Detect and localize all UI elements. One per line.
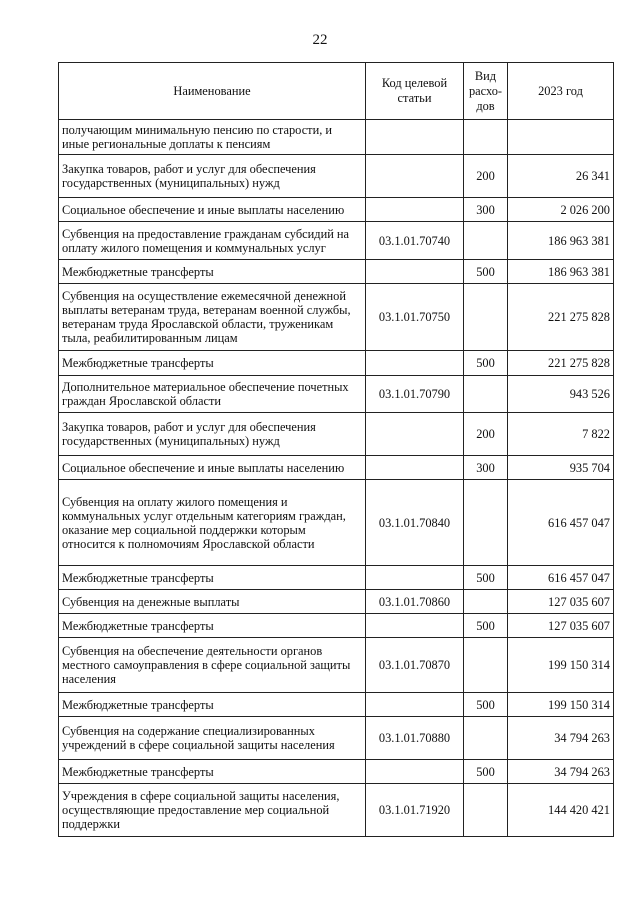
table-row — [59, 222, 614, 260]
row-code: 03.1.01.70790 — [366, 376, 464, 413]
row-name: Закупка товаров, работ и услуг для обеспечения государственных (муниципальных) нужд — [59, 413, 366, 456]
row-expense-type — [464, 376, 508, 413]
row-expense-type: 200 — [464, 413, 508, 456]
row-expense-type: 500 — [464, 614, 508, 638]
row-name: Межбюджетные трансферты — [59, 260, 366, 284]
row-name: Закупка товаров, работ и услуг для обеспечения государственных (муниципальных) нужд — [59, 155, 366, 198]
row-code — [366, 760, 464, 784]
row-amount: 127 035 607 — [508, 614, 614, 638]
table-row — [59, 456, 614, 480]
row-amount — [508, 120, 614, 155]
row-name: Субвенция на содержание специализированных учреждений в сфере социальной защиты населения — [59, 717, 366, 760]
table-row — [59, 284, 614, 351]
row-code: 03.1.01.70740 — [366, 222, 464, 260]
row-expense-type — [464, 638, 508, 693]
table-row — [59, 760, 614, 784]
row-code — [366, 456, 464, 480]
row-name: Субвенция на предоставление гражданам субсидий на оплату жилого помещения и коммунальных услуг — [59, 222, 366, 260]
row-code: 03.1.01.71920 — [366, 784, 464, 837]
row-expense-type: 500 — [464, 566, 508, 590]
table-row — [59, 717, 614, 760]
row-amount: 616 457 047 — [508, 480, 614, 566]
row-name: Субвенция на оплату жилого помещения и коммунальных услуг отдельным категориям граждан, оказание мер социальной поддержки которым относится к полномочиям Ярославской области — [59, 480, 366, 566]
row-code: 03.1.01.70860 — [366, 590, 464, 614]
row-expense-type: 500 — [464, 760, 508, 784]
row-expense-type — [464, 120, 508, 155]
row-expense-type — [464, 480, 508, 566]
row-name: Межбюджетные трансферты — [59, 760, 366, 784]
row-expense-type: 300 — [464, 198, 508, 222]
row-name: получающим минимальную пенсию по старости, и иные региональные доплаты к пенсиям — [59, 120, 366, 155]
row-amount: 144 420 421 — [508, 784, 614, 837]
row-amount: 7 822 — [508, 413, 614, 456]
row-code — [366, 198, 464, 222]
row-amount: 199 150 314 — [508, 638, 614, 693]
table-row — [59, 120, 614, 155]
table-row — [59, 351, 614, 376]
row-expense-type: 500 — [464, 260, 508, 284]
row-code — [366, 120, 464, 155]
row-code — [366, 260, 464, 284]
budget-table — [58, 62, 614, 837]
row-expense-type: 500 — [464, 351, 508, 376]
row-expense-type — [464, 784, 508, 837]
row-expense-type: 500 — [464, 693, 508, 717]
row-code — [366, 614, 464, 638]
table-row — [59, 590, 614, 614]
header-amount: 2023 год — [508, 63, 614, 120]
row-name: Дополнительное материальное обеспечение почетных граждан Ярославской области — [59, 376, 366, 413]
row-name: Субвенция на денежные выплаты — [59, 590, 366, 614]
row-name: Межбюджетные трансферты — [59, 566, 366, 590]
table-row — [59, 260, 614, 284]
row-amount: 186 963 381 — [508, 222, 614, 260]
table-row — [59, 155, 614, 198]
row-code: 03.1.01.70840 — [366, 480, 464, 566]
header-code: Код целевой статьи — [366, 63, 464, 120]
row-name: Субвенция на обеспечение деятельности органов местного самоуправления в сфере социальной защиты населения — [59, 638, 366, 693]
row-code: 03.1.01.70750 — [366, 284, 464, 351]
row-name: Межбюджетные трансферты — [59, 614, 366, 638]
row-code — [366, 693, 464, 717]
row-name: Социальное обеспечение и иные выплаты населению — [59, 198, 366, 222]
table-row — [59, 566, 614, 590]
table-row — [59, 638, 614, 693]
table-row — [59, 198, 614, 222]
row-expense-type — [464, 717, 508, 760]
table-row — [59, 693, 614, 717]
row-name: Учреждения в сфере социальной защиты населения, осуществляющие предоставление мер социальной поддержки — [59, 784, 366, 837]
row-amount: 2 026 200 — [508, 198, 614, 222]
row-expense-type: 300 — [464, 456, 508, 480]
row-amount: 221 275 828 — [508, 284, 614, 351]
row-code — [366, 155, 464, 198]
row-code: 03.1.01.70870 — [366, 638, 464, 693]
row-name: Социальное обеспечение и иные выплаты населению — [59, 456, 366, 480]
row-code — [366, 566, 464, 590]
table-row — [59, 376, 614, 413]
row-amount: 186 963 381 — [508, 260, 614, 284]
row-code — [366, 413, 464, 456]
table-row — [59, 413, 614, 456]
row-expense-type: 200 — [464, 155, 508, 198]
row-name: Субвенция на осуществление ежемесячной денежной выплаты ветеранам труда, ветеранам военной службы, ветеранам труда Ярославской области, труженикам тыла, реабилитированным лицам — [59, 284, 366, 351]
header-type: Вид расхо-дов — [464, 63, 508, 120]
row-code: 03.1.01.70880 — [366, 717, 464, 760]
page-number: 22 — [312, 32, 328, 48]
row-amount: 943 526 — [508, 376, 614, 413]
row-amount: 199 150 314 — [508, 693, 614, 717]
row-amount: 935 704 — [508, 456, 614, 480]
row-amount: 26 341 — [508, 155, 614, 198]
row-code — [366, 351, 464, 376]
table-row — [59, 480, 614, 566]
row-expense-type — [464, 590, 508, 614]
table-row — [59, 784, 614, 837]
row-expense-type — [464, 222, 508, 260]
row-amount: 34 794 263 — [508, 760, 614, 784]
header-name: Наименование — [59, 63, 366, 120]
row-amount: 221 275 828 — [508, 351, 614, 376]
table-row — [59, 614, 614, 638]
row-name: Межбюджетные трансферты — [59, 693, 366, 717]
row-amount: 127 035 607 — [508, 590, 614, 614]
row-amount: 616 457 047 — [508, 566, 614, 590]
row-amount: 34 794 263 — [508, 717, 614, 760]
row-expense-type — [464, 284, 508, 351]
table-header-row — [59, 63, 614, 120]
row-name: Межбюджетные трансферты — [59, 351, 366, 376]
